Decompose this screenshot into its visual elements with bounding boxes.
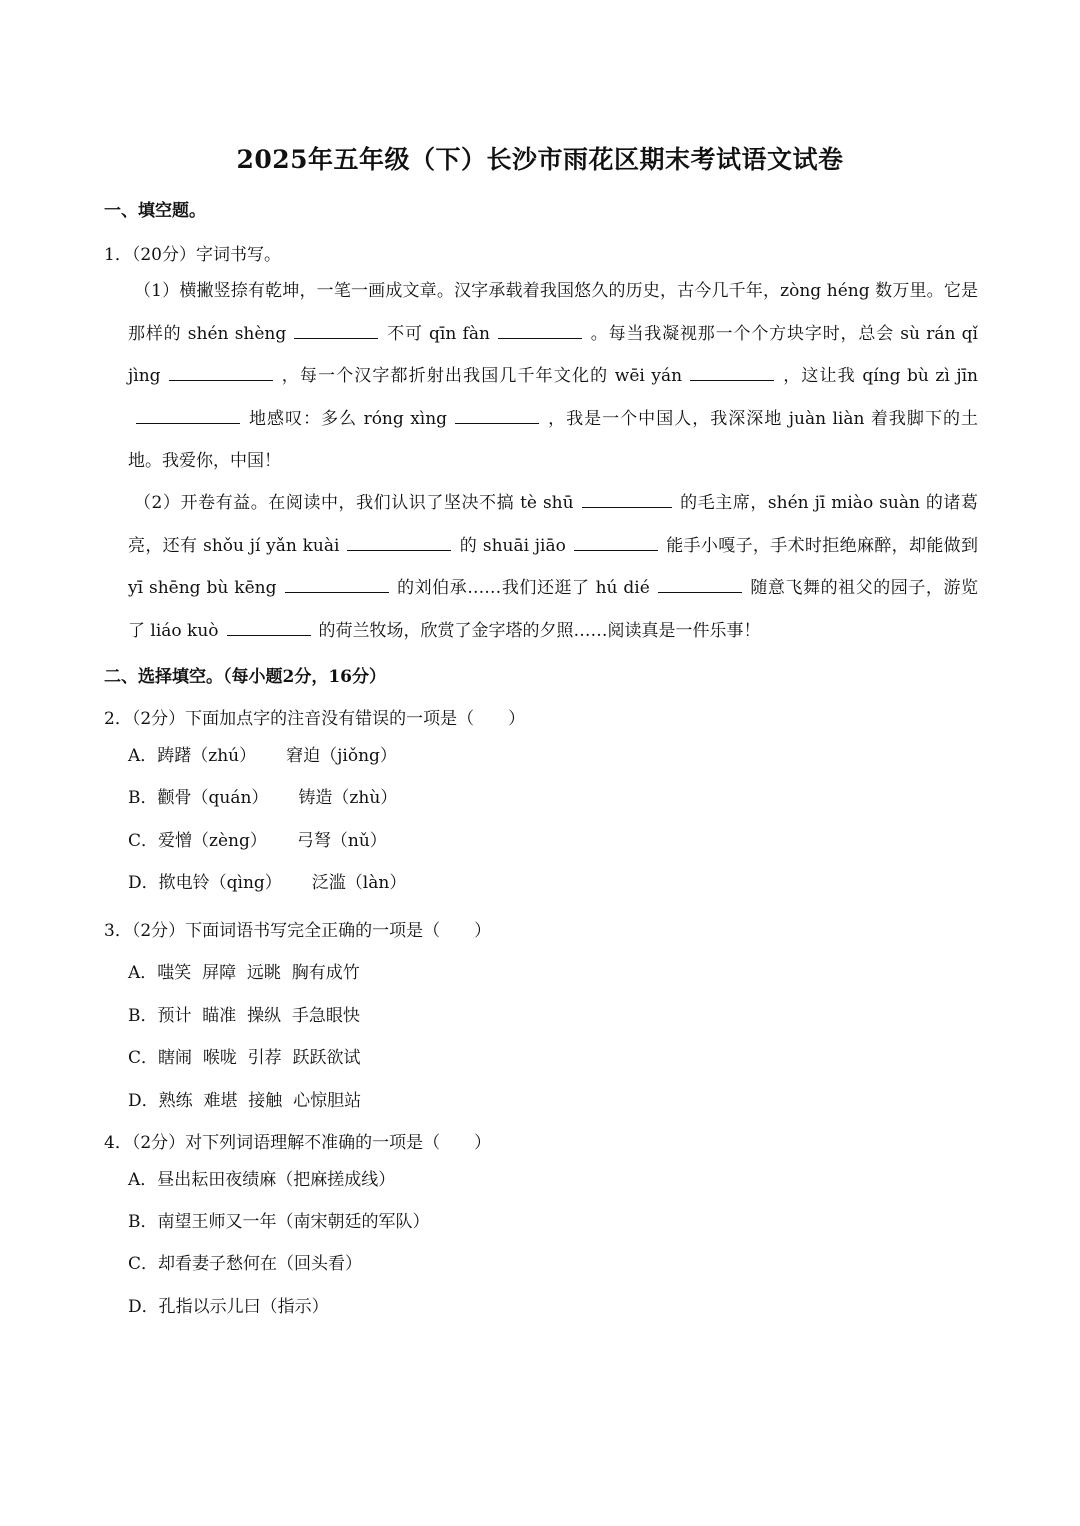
option-text: 孔指以示儿曰（指示） xyxy=(158,1297,329,1317)
q1-p2-text-b: 的毛主席，shén jī miào suàn 的诸葛亮，还有 shǒu jí yǎn kuài xyxy=(128,493,978,556)
q2-option-c[interactable] xyxy=(128,826,387,851)
option-text: 嗤笑 屏障 远眺 胸有成竹 xyxy=(157,963,360,983)
option-letter: B． xyxy=(128,1006,158,1026)
q2-option-b[interactable] xyxy=(128,783,397,808)
q1-p2-text-e: 的刘伯承……我们还逛了 hú dié xyxy=(396,578,650,598)
answer-blank[interactable] xyxy=(498,320,582,339)
q2-option-a[interactable] xyxy=(128,741,397,766)
exam-title: 2025年五年级（下）长沙市雨花区期末考试语文试卷 xyxy=(236,145,844,174)
option-word-1: 颧骨（quán） xyxy=(157,788,269,808)
q1-p2-text-d: 能手小嘎子，手术时拒绝麻醉，却能做到 yī shēng bù kēng xyxy=(128,535,978,598)
option-word-1: 揿电铃（qìng） xyxy=(158,873,282,893)
q4-option-b[interactable] xyxy=(128,1207,430,1232)
answer-blank[interactable] xyxy=(169,362,273,381)
q3-option-d[interactable] xyxy=(128,1086,361,1111)
section-heading-multiple-choice: 二、选择填空。（每小题2分，16分） xyxy=(104,667,386,687)
q1-p2-text-f: 随意飞舞的祖父的园子，游览了 liáo kuò xyxy=(128,578,979,641)
q3-option-a[interactable] xyxy=(128,958,360,983)
question-1-part-2 xyxy=(128,482,978,652)
answer-blank[interactable] xyxy=(574,532,658,551)
q2-option-d[interactable] xyxy=(128,868,406,893)
q1-p1-text-d: ，每一个汉字都折射出我国几千年文化的 wēi yán xyxy=(280,366,683,386)
answer-blank[interactable] xyxy=(347,532,451,551)
answer-blank[interactable] xyxy=(582,489,672,508)
option-letter: B． xyxy=(128,788,158,808)
q4-option-c[interactable] xyxy=(128,1249,362,1274)
option-word-1: 爱憎（zèng） xyxy=(158,831,267,851)
question-1-part-1 xyxy=(128,270,978,483)
option-letter: A． xyxy=(128,746,158,766)
option-letter: A． xyxy=(128,1170,158,1190)
option-text: 熟练 难堪 接触 心惊胆站 xyxy=(158,1091,362,1111)
answer-blank[interactable] xyxy=(227,617,311,636)
option-letter: C． xyxy=(128,1048,159,1068)
q1-p1-text-c: 。每当我凝视那一个个方块字时，总会 sù rán qǐ jìng xyxy=(128,323,978,386)
option-text: 昼出耘田夜绩麻（把麻搓成线） xyxy=(157,1170,396,1190)
q1-p1-text-f: 地感叹：多么 róng xìng xyxy=(248,408,448,429)
option-letter: C． xyxy=(128,1254,159,1274)
option-letter: B． xyxy=(128,1212,158,1232)
option-letter: A． xyxy=(128,963,158,983)
option-letter: D． xyxy=(128,873,159,893)
answer-blank[interactable] xyxy=(455,405,539,424)
q1-p1-text-b: 不可 qīn fàn xyxy=(386,323,490,344)
option-text: 却看妻子愁何在（回头看） xyxy=(158,1254,363,1274)
answer-blank[interactable] xyxy=(690,362,774,381)
option-letter: D． xyxy=(128,1297,159,1317)
option-text: 南望王师又一年（南宋朝廷的军队） xyxy=(157,1212,430,1232)
question-2-heading: 2．（2分）下面加点字的注音没有错误的一项是（ ） xyxy=(104,709,526,729)
q1-p1-text-a: （1）横撇竖捺有乾坤，一笔一画成文章。汉字承载着我国悠久的历史，古今几千年，zòng héng 数万里。它是那样的 shén shèng xyxy=(128,281,978,344)
q3-option-c[interactable] xyxy=(128,1043,360,1068)
section-heading-fill-in: 一、填空题。 xyxy=(104,201,206,221)
q4-option-a[interactable] xyxy=(128,1165,395,1190)
option-word-2: 弓弩（nǔ） xyxy=(296,831,387,851)
option-letter: D． xyxy=(128,1091,159,1111)
q4-option-d[interactable] xyxy=(128,1292,329,1317)
question-4-heading: 4．（2分）对下列词语理解不准确的一项是（ ） xyxy=(104,1133,492,1153)
option-text: 瞎闹 喉咙 引荐 跃跃欲试 xyxy=(158,1048,361,1068)
option-text: 预计 瞄准 操纵 手急眼快 xyxy=(157,1006,360,1026)
q3-option-b[interactable] xyxy=(128,1001,360,1026)
option-word-2: 铸造（zhù） xyxy=(298,788,398,808)
answer-blank[interactable] xyxy=(294,320,378,339)
option-word-2: 窘迫（jiǒng） xyxy=(286,746,397,766)
answer-blank[interactable] xyxy=(285,574,389,593)
q1-p1-text-g: ，我是一个中国人，我深深地 juàn liàn 着我脚下的土地。我爱你，中国！ xyxy=(128,408,978,471)
answer-blank[interactable] xyxy=(136,405,240,424)
question-1-heading: 1．（20分）字词书写。 xyxy=(104,245,281,265)
option-word-2: 泛滥（làn） xyxy=(311,873,407,893)
q1-p2-text-g: 的荷兰牧场，欣赏了金字塔的夕照……阅读真是一件乐事！ xyxy=(318,620,761,641)
q1-p2-text-c: 的 shuāi jiāo xyxy=(459,535,566,556)
question-3-heading: 3．（2分）下面词语书写完全正确的一项是（ ） xyxy=(104,921,492,941)
option-word-1: 踌躇（zhú） xyxy=(157,746,257,766)
q1-p1-text-e: ，这让我 qíng bù zì jīn xyxy=(782,366,978,386)
option-letter: C． xyxy=(128,831,159,851)
q1-p2-text-a: （2）开卷有益。在阅读中，我们认识了坚决不搞 tè shū xyxy=(134,493,574,513)
answer-blank[interactable] xyxy=(658,574,742,593)
